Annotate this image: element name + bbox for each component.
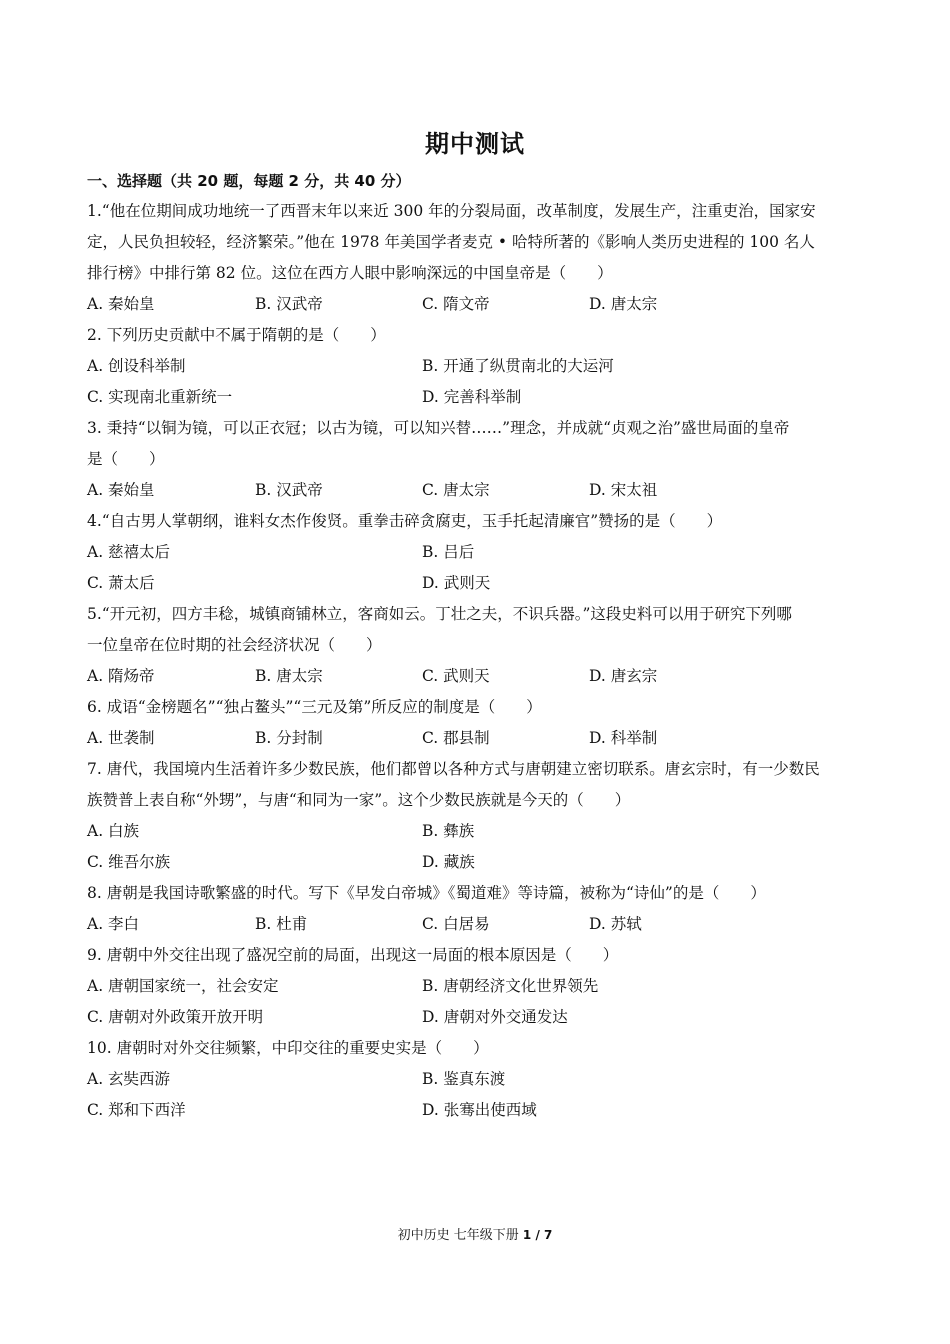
option-a: A. 玄奘西游 (87, 1070, 171, 1088)
option-d: D. 完善科举制 (422, 388, 522, 406)
options-row (87, 1002, 867, 1033)
question-stem-line: 7. 唐代，我国境内生活着许多少数民族，他们都曾以各种方式与唐朝建立密切联系。唐玄宗时，有一少数民 (87, 760, 820, 778)
question-1 (87, 196, 867, 320)
question-3 (87, 413, 867, 506)
option-d: D. 苏轼 (589, 915, 642, 933)
option-b: B. 分封制 (255, 729, 323, 747)
option-b: B. 汉武帝 (255, 295, 323, 313)
options-row (87, 568, 867, 599)
option-d: D. 唐朝对外交通发达 (422, 1008, 568, 1026)
option-b: B. 吕后 (422, 543, 475, 561)
question-stem-line: 2. 下列历史贡献中不属于隋朝的是（ ） (87, 326, 386, 344)
option-b: B. 开通了纵贯南北的大运河 (422, 357, 614, 375)
option-a: A. 创设科举制 (87, 357, 186, 375)
options-row (87, 382, 867, 413)
option-d: D. 藏族 (422, 853, 475, 871)
option-c: C. 隋文帝 (422, 295, 490, 313)
question-stem-line: 5.“开元初，四方丰稔，城镇商铺林立，客商如云。丁壮之夫，不识兵器。”这段史料可以用于研究下列哪 (87, 605, 792, 623)
option-c: C. 武则天 (422, 667, 490, 685)
options-row (87, 289, 867, 320)
option-b: B. 鉴真东渡 (422, 1070, 506, 1088)
options-row (87, 661, 867, 692)
options-row (87, 847, 867, 878)
option-b: B. 唐太宗 (255, 667, 323, 685)
page-number: 1 / 7 (522, 1228, 553, 1242)
option-c: C. 唐太宗 (422, 481, 490, 499)
question-stem-line: 3. 秉持“以铜为镜，可以正衣冠；以古为镜，可以知兴替……”理念，并成就“贞观之治”盛世局面的皇帝 (87, 419, 790, 437)
options-row (87, 1064, 867, 1095)
option-b: B. 彝族 (422, 822, 475, 840)
option-a: A. 秦始皇 (87, 481, 155, 499)
question-stem-line: 是（ ） (87, 450, 165, 468)
question-stem-line: 定，人民负担较轻，经济繁荣。”他在 1978 年美国学者麦克 • 哈特所著的《影响人类历史进程的 100 名人 (87, 233, 815, 251)
option-c: C. 白居易 (422, 915, 490, 933)
options-row (87, 351, 867, 382)
option-c: C. 郡县制 (422, 729, 490, 747)
question-9 (87, 940, 867, 1033)
option-d: D. 武则天 (422, 574, 491, 592)
option-d: D. 科举制 (589, 729, 658, 747)
option-b: B. 汉武帝 (255, 481, 323, 499)
question-4 (87, 506, 867, 599)
question-stem-line: 9. 唐朝中外交往出现了盛况空前的局面，出现这一局面的根本原因是（ ） (87, 946, 619, 964)
question-stem-line: 4.“自古男人掌朝纲，谁料女杰作俊贤。重拳击碎贪腐吏，玉手托起清廉官”赞扬的是（ ） (87, 512, 723, 530)
options-row (87, 1095, 867, 1126)
option-d: D. 唐太宗 (589, 295, 658, 313)
question-stem-line: 族赞普上表自称“外甥”，与唐“和同为一家”。这个少数民族就是今天的（ ） (87, 791, 631, 809)
options-row (87, 723, 867, 754)
option-a: A. 慈禧太后 (87, 543, 171, 561)
question-8 (87, 878, 867, 940)
option-a: A. 唐朝国家统一，社会安定 (87, 977, 279, 995)
question-2 (87, 320, 867, 413)
option-b: B. 唐朝经济文化世界领先 (422, 977, 599, 995)
question-stem-line: 一位皇帝在位时期的社会经济状况（ ） (87, 636, 382, 654)
option-c: C. 郑和下西洋 (87, 1101, 186, 1119)
question-stem-line: 10. 唐朝时对外交往频繁，中印交往的重要史实是（ ） (87, 1039, 489, 1057)
question-stem-line: 排行榜》中排行第 82 位。这位在西方人眼中影响深远的中国皇帝是（ ） (87, 264, 613, 282)
option-d: D. 唐玄宗 (589, 667, 658, 685)
page-title: 期中测试 (425, 130, 525, 158)
option-d: D. 宋太祖 (589, 481, 658, 499)
option-c: C. 萧太后 (87, 574, 155, 592)
footer-text: 初中历史 七年级下册 (397, 1228, 519, 1243)
option-a: A. 秦始皇 (87, 295, 155, 313)
question-6 (87, 692, 867, 754)
options-row (87, 537, 867, 568)
section-heading: 一、选择题（共 20 题，每题 2 分，共 40 分） (87, 172, 411, 190)
option-b: B. 杜甫 (255, 915, 308, 933)
question-stem-line: 6. 成语“金榜题名”“独占鳌头”“三元及第”所反应的制度是（ ） (87, 698, 542, 716)
option-c: C. 维吾尔族 (87, 853, 171, 871)
question-7 (87, 754, 867, 878)
option-c: C. 唐朝对外政策开放开明 (87, 1008, 264, 1026)
page-footer (0, 1224, 950, 1243)
question-10 (87, 1033, 867, 1126)
options-row (87, 816, 867, 847)
option-a: A. 白族 (87, 822, 140, 840)
option-d: D. 张骞出使西域 (422, 1101, 537, 1119)
options-row (87, 909, 867, 940)
options-row (87, 475, 867, 506)
option-c: C. 实现南北重新统一 (87, 388, 233, 406)
question-list (87, 196, 867, 1126)
options-row (87, 971, 867, 1002)
option-a: A. 隋炀帝 (87, 667, 155, 685)
question-5 (87, 599, 867, 692)
option-a: A. 李白 (87, 915, 140, 933)
question-stem-line: 8. 唐朝是我国诗歌繁盛的时代。写下《早发白帝城》《蜀道难》等诗篇，被称为“诗仙”的是（ ） (87, 884, 766, 902)
question-stem-line: 1.“他在位期间成功地统一了西晋末年以来近 300 年的分裂局面，改革制度，发展生产，注重吏治，国家安 (87, 202, 816, 220)
option-a: A. 世袭制 (87, 729, 155, 747)
